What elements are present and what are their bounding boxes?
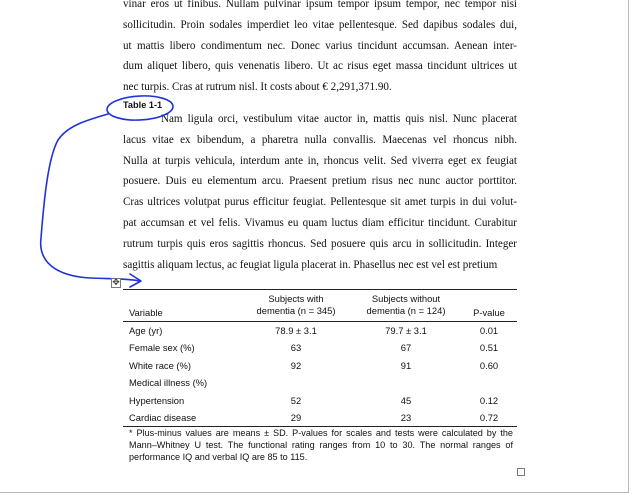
text-line: rutrum turpis quis eros sagittis rhoncus. Sed posuere quis arcu in sollicitudin. Integer xyxy=(123,237,517,250)
cell-pvalue: 0.01 xyxy=(479,325,499,336)
text-line: sollicitudin. Proin sodales imperdiet leo vitae pellentesque. Sed dapibus sodales dui, xyxy=(123,18,517,31)
paragraph-1 xyxy=(123,0,517,98)
document-body xyxy=(123,0,517,271)
cell-with: 63 xyxy=(290,342,302,354)
header-with-dementia xyxy=(246,293,346,317)
cell-without: 23 xyxy=(400,411,412,423)
text-line: posuere. Duis eu elementum arcu. Praesent pretium risus nec nunc auctor porttitor. xyxy=(123,175,517,188)
text-line: lacus vitae ex bibendum, a pharetra nulla convallis. Maecenas vel rhoncus nibh. xyxy=(123,133,517,146)
cell-pvalue: 0.12 xyxy=(479,394,499,406)
text-line: Nam ligula orci, vestibulum vitae auctor in, mattis quis nisl. Nunc placerat xyxy=(161,113,517,125)
cell-with: 78.9 ± 3.1 xyxy=(275,325,317,336)
header-pvalue: P-value xyxy=(473,307,505,318)
cell-variable: Age (yr) xyxy=(129,325,163,336)
table-resize-handle[interactable] xyxy=(517,468,525,476)
table-footnote xyxy=(123,426,517,463)
text-line: Nulla at turpis vehicula, interdum ante in, rhoncus velit. Sed viverra eget ex feugiat xyxy=(123,154,517,167)
header-line: dementia (n = 124) xyxy=(366,305,446,316)
cell-with: 52 xyxy=(290,394,302,406)
cell-variable: Female sex (%) xyxy=(129,342,195,354)
table-row xyxy=(123,339,517,356)
footnote-line: * Plus-minus values are means ± SD. P-values for scales and tests were calculated by the xyxy=(129,428,513,439)
table-row xyxy=(123,409,517,426)
table-row xyxy=(123,322,517,339)
text-line: ut mattis libero condimentum nec. Donec varius tincidunt accumsan. Aenean inter- xyxy=(123,39,517,52)
cell-with: 92 xyxy=(290,359,302,371)
header-variable: Variable xyxy=(129,307,163,318)
text-line: dum aliquet libero, quis venenatis libero. Ut ac risus eget massa tincidunt ultrices ut xyxy=(123,60,517,73)
text-line: nec turpis. Cras at rutrum nisl. It costs about € 2,291,371.90. xyxy=(123,81,392,94)
cell-without: 45 xyxy=(400,394,412,406)
footnote-line: performance IQ and verbal IQ are 85 to 115. xyxy=(129,451,308,462)
footnote-line: Mann–Whitney U test. The functional rating ranges from 10 to 30. The normal ranges of xyxy=(129,439,513,450)
cell-without: 67 xyxy=(400,342,412,354)
table-move-handle[interactable] xyxy=(111,278,121,288)
cell-variable: Hypertension xyxy=(129,394,185,406)
text-line: sagittis aliquam lectus, ac feugiat ligula placerat in. Phasellus nec est vel est pretium xyxy=(123,258,498,271)
cell-pvalue: 0.60 xyxy=(479,359,499,371)
header-line: dementia (n = 345) xyxy=(256,305,336,316)
table-caption-label: Table 1-1 xyxy=(123,100,163,110)
table-row xyxy=(123,392,517,409)
table-row xyxy=(123,374,517,391)
cell-variable: Cardiac disease xyxy=(129,411,197,423)
cell-pvalue: 0.72 xyxy=(479,411,499,423)
cell-variable: Medical illness (%) xyxy=(129,377,208,389)
table-row xyxy=(123,357,517,374)
table-header xyxy=(123,290,517,322)
cell-pvalue: 0.51 xyxy=(479,342,499,354)
paragraph-2 xyxy=(123,109,517,275)
text-line: pat accumsan et vel felis. Vivamus eu quam luctus diam efficitur tincidunt. Curabitur xyxy=(123,216,517,229)
header-without-dementia xyxy=(351,293,461,317)
header-line: Subjects with xyxy=(268,293,324,304)
move-arrows-icon: ✥ xyxy=(112,278,120,288)
cell-variable: White race (%) xyxy=(129,359,191,371)
cell-with: 29 xyxy=(290,411,302,423)
text-line: vinar eros ut finibus. Nullam pulvinar ipsum tempor ipsum tempor, nec tempor nisi xyxy=(123,0,517,10)
header-line: Subjects without xyxy=(371,293,441,304)
cell-without: 91 xyxy=(400,359,412,371)
data-table xyxy=(123,289,517,463)
cell-without: 79.7 ± 3.1 xyxy=(385,325,427,336)
text-line: Cras ultrices volutpat purus efficitur feugiat. Pellentesque sit amet turpis in dui volut- xyxy=(123,196,517,209)
